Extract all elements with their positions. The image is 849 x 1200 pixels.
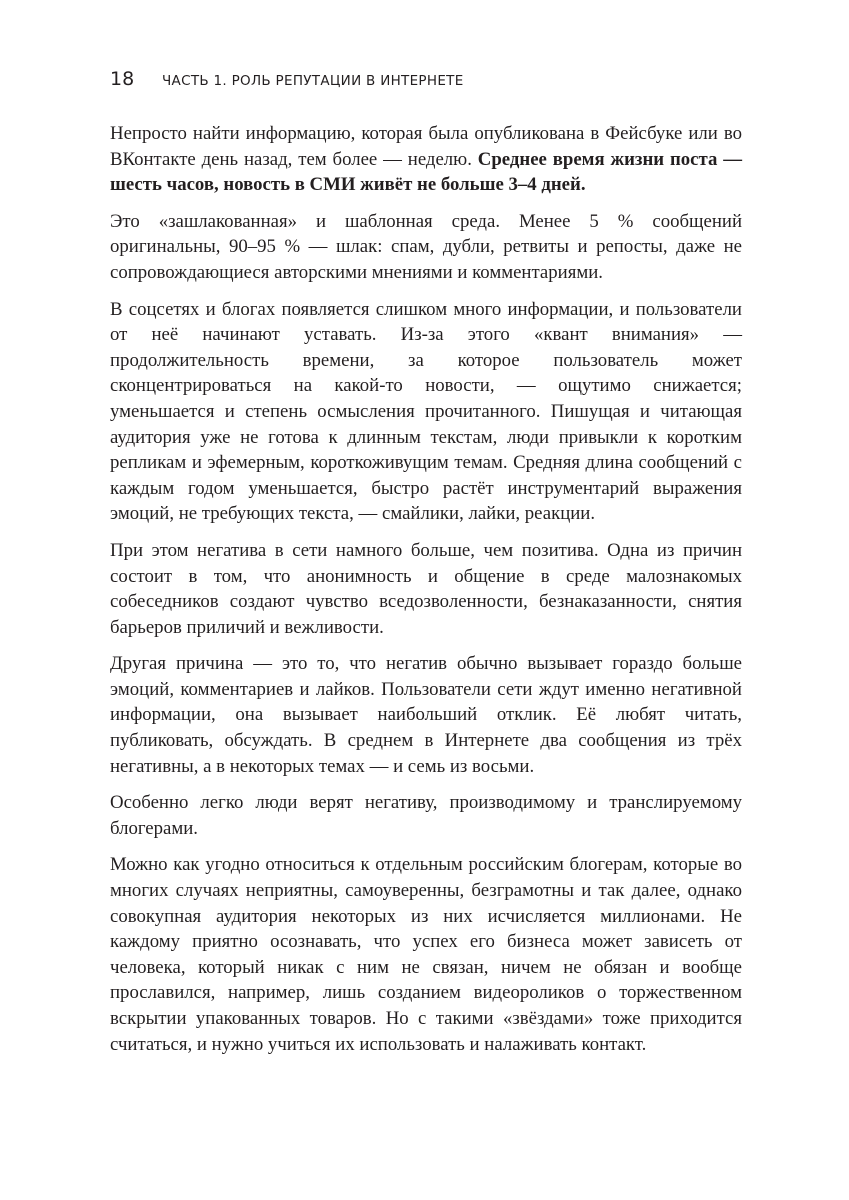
- paragraph-1-bold-text: Среднее время жизни поста — шесть часов, новость в СМИ живёт не больше 3–4 дней.: [110, 148, 742, 196]
- paragraph-1: [110, 121, 742, 198]
- paragraph-5: Другая причина — это то, что негатив обычно вызывает гораздо больше эмоций, комментариев и лайков. Пользователи сети ждут именно негативной информации, она вызывает наибольший отклик. Её любят читать, публиковать, обсуждать. В среднем в Интернете два сообщения из трёх негативны, а в некоторых темах — и семь из восьми.: [110, 653, 742, 777]
- page-number: 18: [110, 68, 135, 90]
- paragraph-3: В соцсетях и блогах появляется слишком много информации, и пользователи от неё начинают уставать. Из-за этого «квант внимания» — продолжительность времени, за которое пользователь может сконцентрироваться на какой-то новости, — ощутимо снижается; уменьшается и степень осмысления прочитанного. Пишущая и читающая аудитория уже не готова к длинным текстам, люди привыкли к коротким репликам и эфемерным, короткоживущим темам. Средняя длина сообщений с каждым годом уменьшается, быстро растёт инструментарий выражения эмоций, не требующих текста, — смайлики, лайки, реакции.: [110, 298, 742, 525]
- paragraph-7: Можно как угодно относиться к отдельным российским блогерам, которые во многих случаях неприятны, самоуверенны, безграмотны и так далее, однако совокупная аудитория некоторых из них исчисляется миллионами. Не каждому приятно осознавать, что успех его бизнеса может зависеть от человека, который никак с ним не связан, ничем не обязан и вообще прославился, например, лишь созданием видеороликов о торжественном вскрытии упакованных товаров. Но с такими «звёздами» тоже приходится считаться, и нужно учиться их использовать и налаживать контакт.: [110, 854, 742, 1055]
- body-text: [110, 121, 742, 1068]
- paragraph-2: Это «зашлакованная» и шаблонная среда. Менее 5 % сообщений оригинальны, 90–95 % — шлак: спам, дубли, ретвиты и репосты, даже не сопровождающиеся авторскими мнениями и комментариями.: [110, 210, 742, 283]
- paragraph-1-text: Непросто найти информацию, которая была опубликована в Фейсбуке или во ВКонтакте день назад, тем более — неделю.: [110, 123, 742, 170]
- paragraph-4: При этом негатива в сети намного больше, чем позитива. Одна из причин состоит в том, что анонимность и общение в среде малознакомых собеседников создают чувство вседозволенности, безнаказанности, снятия барьеров приличий и вежливости.: [110, 539, 742, 638]
- paragraph-6: Особенно легко люди верят негативу, производимому и транслируемому блогерами.: [110, 792, 742, 839]
- running-head: [110, 68, 750, 94]
- chapter-title: ЧАСТЬ 1. РОЛЬ РЕПУТАЦИИ В ИНТЕРНЕТЕ: [162, 73, 464, 89]
